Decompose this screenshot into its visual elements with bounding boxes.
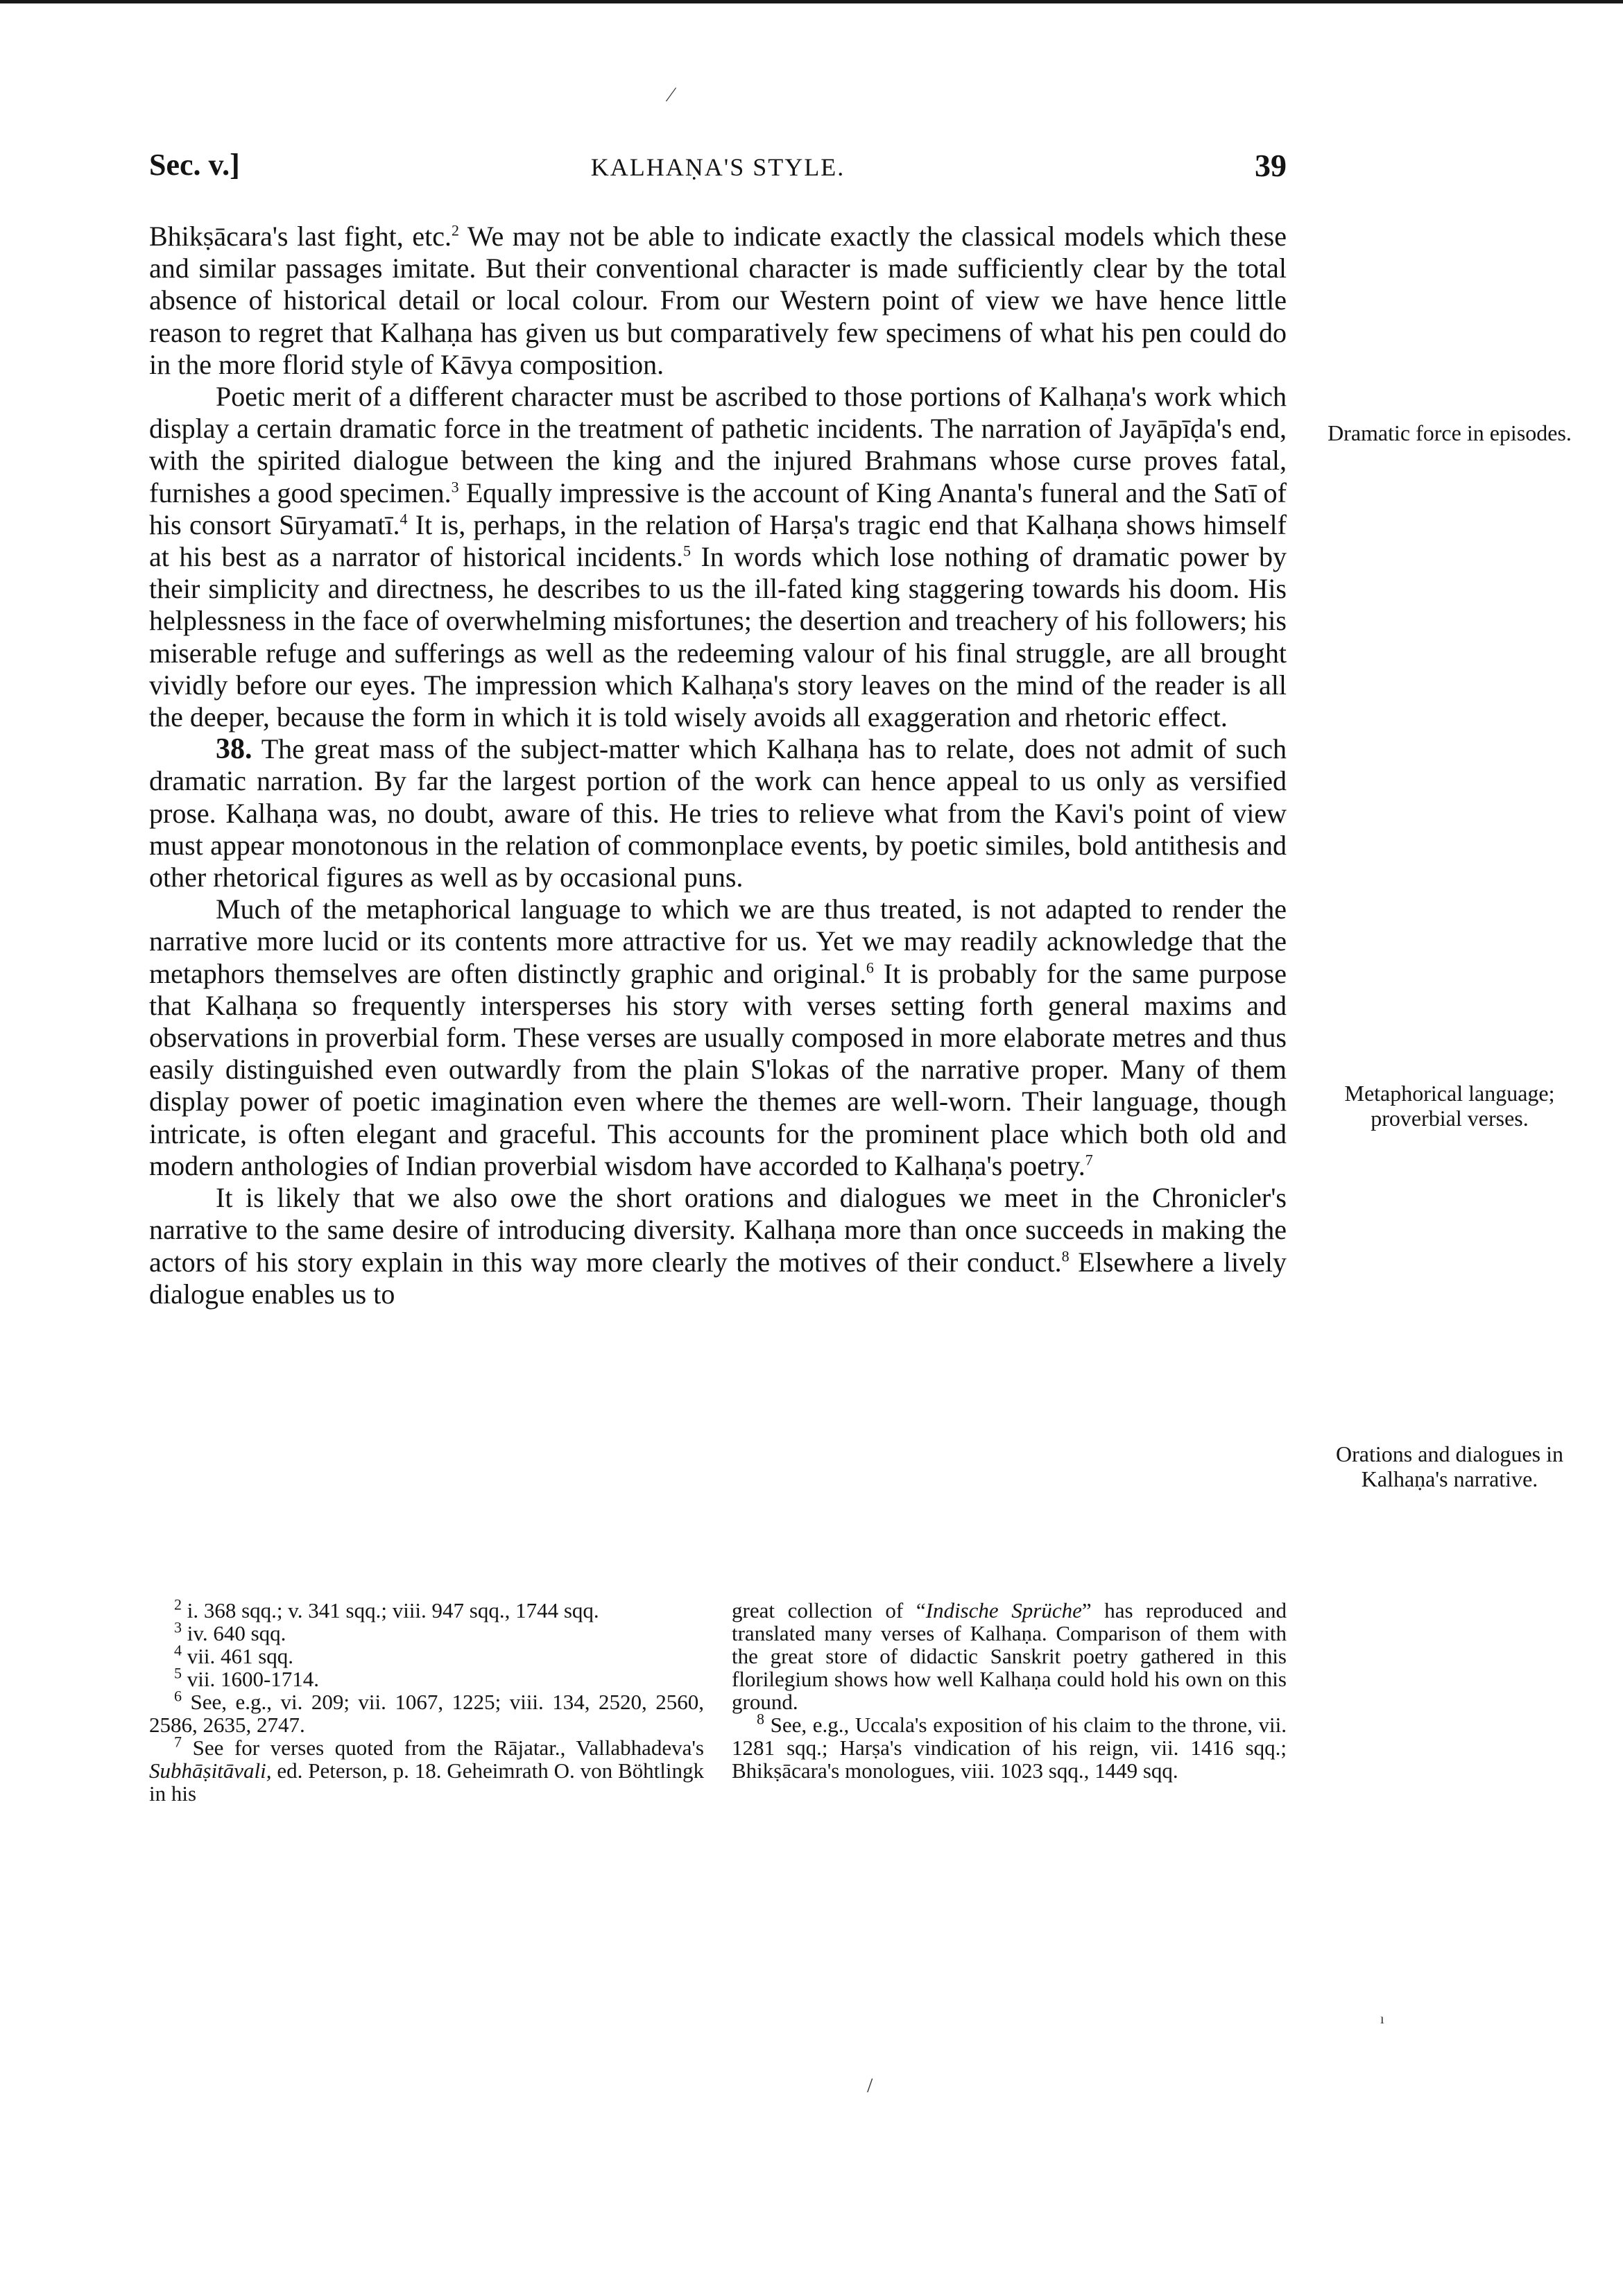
margin-note-dramatic-force: Dramatic force in episodes. <box>1328 420 1572 445</box>
section-number: 38. <box>216 733 252 766</box>
footnote-5: $^5$ vii. 1600-1714. <box>174 1664 320 1691</box>
section-label: Sec. v.] <box>149 148 240 182</box>
footnote-7: $^7$ See for verses quoted from the Rājatar., Vallabhadeva's Subhāṣitāvali, ed. Peterson, p. 18. Geheimrath O. von Böhtlingk in his <box>149 1733 704 1806</box>
page-number: 39 <box>1255 148 1287 183</box>
footnote-ref: 8 <box>1061 1247 1070 1265</box>
paragraph-2: Poetic merit of a different character must be ascribed to those portions of Kalhaṇa's work which display a certain dramatic force in the treatment of pathetic incidents. The narration of Jayāpīḍa's end, with the spirited dialogue between the king and the injured Brahmans whose curse proves fatal, furnishes a good specimen.$^3$ Equally impressive is the account of King Ananta's funeral and the Satī of his consort Sūryamatī.$^4$ It is, perhaps, in the relation of Harṣa's tragic end that Kalhaṇa shows himself at his best as a narrator of historical incidents.$^5$ In words which lose nothing of dramatic power by their simplicity and directness, he describes to us the ill-fated king staggering towards his doom. His helplessness in the face of overwhelming misfortunes; the desertion and treachery of his followers; his miserable refuge and sufferings as well as the redeeming valour of his final struggle, are all brought vividly before our eyes. The impression which Kalhaṇa's story leaves on the mind of the reader is all the deeper, because the form in which it is told wisely avoids all exaggeration and rhetoric effect. <box>149 381 1287 733</box>
footnotes <box>149 1595 1287 1806</box>
paragraph-5: It is likely that we also owe the short orations and dialogues we meet in the Chronicler's narrative to the same desire of introducing diversity. Kalhaṇa more than once succeeds in making the actors of his story explain in this way more clearly the motives of their conduct.$^8$ Elsewhere a lively dialogue enables us to <box>149 1182 1287 1310</box>
margin-note-metaphorical-language: Metaphorical language; proverbial verses. <box>1344 1081 1555 1131</box>
footnotes-left-column <box>149 1595 704 1806</box>
running-title: KALHAṆA'S STYLE. <box>590 153 845 181</box>
footnote-2: $^2$ i. 368 sqq.; v. 341 sqq.; viii. 947 sqq., 1744 sqq. <box>174 1595 599 1622</box>
paragraph-4: Much of the metaphorical language to which we are thus treated, is not adapted to render the narrative more lucid or its contents more attractive for us. Yet we may readily acknowledge that the metaphors themselves are often distinctly graphic and original.$^6$ It is probably for the same purpose that Kalhaṇa so frequently intersperses his story with verses setting forth general maxims and observations in proverbial form. These verses are usually composed in more elaborate metres and thus easily distinguished even outwardly from the plain S'lokas of the narrative proper. Many of them display power of poetic imagination even where the themes are well-worn. Their language, though intricate, is often elegant and graceful. This accounts for the prominent place which both old and modern anthologies of Indian proverbial wisdom have accorded to Kalhaṇa's poetry.$^7$ <box>149 893 1287 1181</box>
scan-top-border <box>0 0 1623 3</box>
footnote-ref: 4 <box>400 510 408 528</box>
scan-speck-mark: ⁄ <box>669 83 673 106</box>
scan-speck-mark: / <box>867 2074 873 2097</box>
footnote-3: $^3$ iv. 640 sqq. <box>174 1618 286 1645</box>
footnote-ref: 7 <box>1085 1151 1093 1169</box>
footnote-ref: 6 <box>866 959 874 977</box>
footnote-4: $^4$ vii. 461 sqq. <box>174 1641 294 1668</box>
footnote-7-continued: great collection of “Indische Sprüche” has reproduced and translated many verses of Kalhaṇa. Comparison of them with the great store of didactic Sanskrit poetry gathered in this florilegium shows how well Kalhaṇa could hold his own on this ground. <box>732 1598 1287 1714</box>
footnote-ref: 5 <box>683 542 692 560</box>
footnote-6: $^6$ See, e.g., vi. 209; vii. 1067, 1225; viii. 134, 2520, 2560, 2586, 2635, 2747. <box>149 1687 704 1737</box>
scan-speck-mark: ı <box>1380 2012 1384 2027</box>
running-header <box>149 147 1287 189</box>
footnote-8: $^8$ See, e.g., Uccala's exposition of his claim to the throne, vii. 1281 sqq.; Harṣa's vindication of his reign, vii. 1416 sqq.; Bhikṣācara's monologues, viii. 1023 sqq., 1449 sqq. <box>732 1710 1287 1783</box>
footnotes-right-column <box>732 1599 1287 1805</box>
footnote-ref: 2 <box>452 221 460 239</box>
footnote-ref: 3 <box>451 478 459 496</box>
paragraph-3: 38. The great mass of the subject-matter which Kalhaṇa has to relate, does not admit of such dramatic narration. By far the largest portion of the work can hence appeal to us only as versified prose. Kalhaṇa was, no doubt, aware of this. He tries to relieve what from the Kavi's point of view must appear monotonous in the relation of commonplace events, by poetic similes, bold antithesis and other rhetorical figures as well as by occasional puns. <box>149 733 1287 893</box>
paragraph-1: Bhikṣācara's last fight, etc.$^2$ We may not be able to indicate exactly the classical models which these and similar passages imitate. But their conventional character is made sufficiently clear by the total absence of historical detail or local colour. From our Western point of view we have hence little reason to regret that Kalhaṇa has given us but comparatively few specimens of what his pen could do in the more florid style of Kāvya composition. <box>149 221 1287 380</box>
margin-note-orations: Orations and dialogues in Kalhaṇa's narrative. <box>1336 1441 1563 1491</box>
main-text <box>149 221 1287 1310</box>
